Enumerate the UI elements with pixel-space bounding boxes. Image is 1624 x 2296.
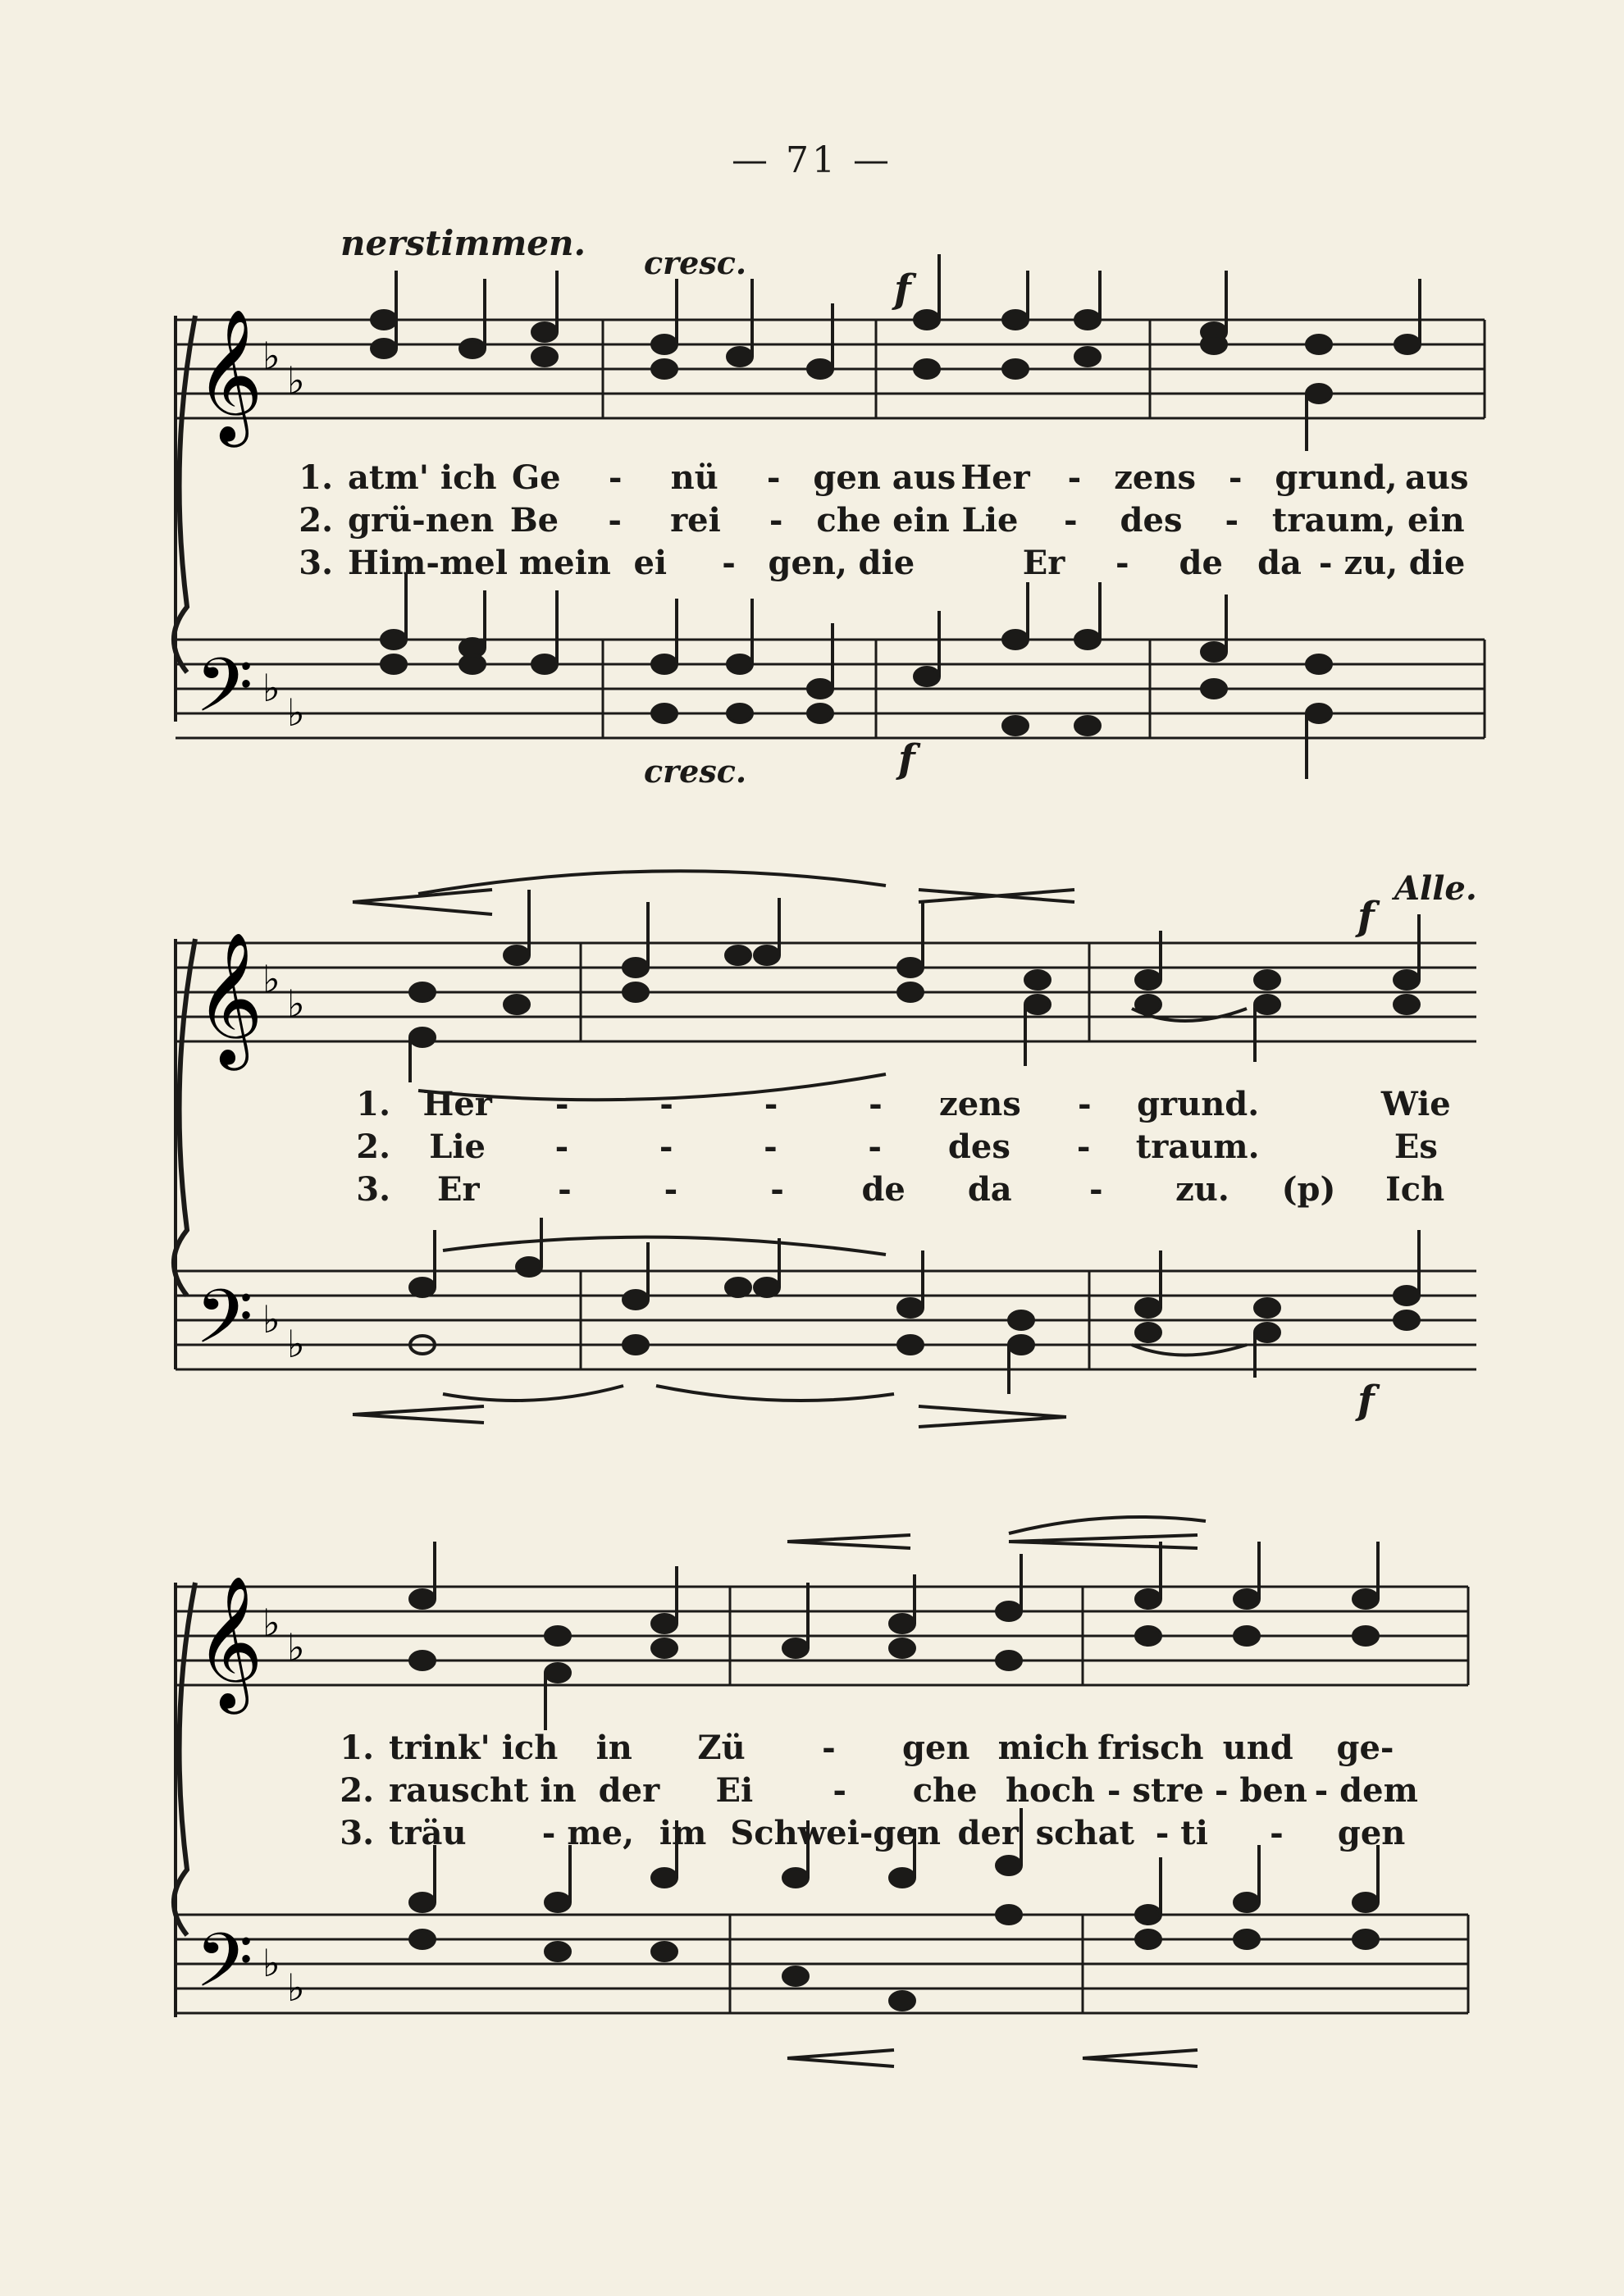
syllable: Ge [511,458,561,497]
syllable: da [967,1169,1012,1209]
svg-text:♭: ♭ [287,690,305,735]
syllable: - [659,1084,673,1123]
syllable: - [1270,1813,1284,1852]
syllable: zu. [1175,1169,1229,1209]
syllable: traum, [1271,500,1396,540]
syllable: - [1067,458,1082,497]
syllable: - zu, [1318,543,1398,582]
syllable: Es [1394,1127,1438,1166]
syllable: die [1408,543,1466,582]
syllable: gen, [768,543,847,582]
syllable: aus [1404,458,1469,497]
syllable: - [554,1127,569,1166]
syllable: - ti [1155,1813,1208,1852]
syllable: träu [389,1813,467,1852]
syllable: de [861,1169,906,1209]
syllable: che [912,1770,978,1810]
svg-text:♭: ♭ [287,982,305,1026]
forte-marking-top: f [1357,894,1375,940]
svg-text:♭: ♭ [262,1601,281,1645]
syllable: - [833,1770,847,1810]
syllable: Schwei-gen [730,1813,941,1852]
syllable: Him-mel mein [348,543,611,582]
verse-number: 3. [299,543,333,582]
lyric-verse-3 [320,1811,1419,1854]
svg-text:♭: ♭ [262,957,281,1001]
cresc-marking-top: cresc. [644,244,747,281]
syllable: Er [437,1169,480,1209]
svg-text:♭: ♭ [287,1966,305,2010]
syllable: grund, [1275,458,1398,497]
alle-label: Alle. [1394,869,1477,908]
syllable: der [598,1770,660,1810]
syllable: - [766,458,781,497]
syllable: - [664,1169,678,1209]
syllable: zens [1114,458,1196,497]
forte-marking-bottom: f [898,736,915,782]
syllable: - stre [1106,1770,1204,1810]
syllable: - [558,1169,572,1209]
forte-marking-top: f [894,266,911,312]
syllable: (p) [1281,1169,1336,1209]
syllable: des [947,1127,1010,1166]
syllable: - [722,543,736,582]
svg-text:𝄞: 𝄞 [195,932,263,1065]
syllable: mich [997,1728,1089,1767]
syllable: im [659,1813,707,1852]
syllable: - [770,1169,784,1209]
syllable: hoch [1005,1770,1096,1810]
verse-number: 2. [356,1127,390,1166]
syllable: che ein [816,500,950,540]
syllable: Ei [715,1770,754,1810]
svg-text:♭: ♭ [287,358,305,403]
svg-text:♭: ♭ [262,334,281,378]
syllable: die [858,543,915,582]
syllable: gen [901,1728,970,1767]
syllable: grund. [1137,1084,1260,1123]
syllable: Lie [429,1127,486,1166]
syllable: - dem [1314,1770,1418,1810]
syllable: - [868,1127,882,1166]
verse-number: 3. [356,1169,390,1209]
syllable: grü-nen [348,500,495,540]
verse-number: 1. [356,1084,390,1123]
svg-text:♭: ♭ [262,666,281,710]
syllable: - [822,1728,836,1767]
syllable: der [957,1813,1020,1852]
syllable: - [608,458,623,497]
syllable: - [554,1084,569,1123]
syllable: - [1228,458,1243,497]
syllable: traum. [1135,1127,1260,1166]
syllable: - me, [541,1813,635,1852]
syllable: - [764,1127,778,1166]
nerstimmen-label: nerstimmen. [340,223,586,263]
syllable: - [769,500,783,540]
syllable: rauscht in [389,1770,577,1810]
svg-text:𝄢: 𝄢 [195,1273,253,1378]
syllable: Her [422,1084,492,1123]
lyric-verse-2 [320,1769,1419,1811]
syllable: - [869,1084,883,1123]
syllable: des [1120,500,1183,540]
svg-text:𝄞: 𝄞 [195,308,263,442]
svg-text:𝄞: 𝄞 [195,1575,263,1709]
syllable: schat [1035,1813,1134,1852]
syllable: - [1225,500,1239,540]
verse-number: 1. [299,458,333,497]
svg-text:♭: ♭ [287,1625,305,1670]
lyric-verse-1 [320,1726,1419,1769]
syllable: gen [1337,1813,1406,1852]
verse-number: 2. [340,1770,374,1810]
page-number: — 71 — [732,139,892,181]
svg-text:♭: ♭ [287,1322,305,1366]
syllable: frisch [1097,1728,1204,1767]
svg-text:𝄢: 𝄢 [195,642,253,747]
syllable: Zü [697,1728,746,1767]
syllable: rei [670,500,721,540]
syllable: Wie [1380,1084,1451,1123]
svg-text:♭: ♭ [262,1297,281,1342]
syllable: in [595,1728,632,1767]
syllable: - [659,1127,673,1166]
syllable: - [1115,543,1129,582]
verse-number: 1. [340,1728,374,1767]
syllable: Lie [961,500,1019,540]
svg-text:♭: ♭ [262,1941,281,1985]
syllable: - ben [1214,1770,1307,1810]
syllable: ein [1407,500,1465,540]
syllable: Her [960,458,1030,497]
syllable: - [608,500,623,540]
syllable: Ich [1385,1169,1445,1209]
syllable: de [1179,543,1223,582]
syllable: - [1063,500,1078,540]
syllable: trink' ich [389,1728,559,1767]
syllable: - [1078,1084,1092,1123]
syllable: - [764,1084,778,1123]
syllable: da [1257,543,1302,582]
svg-text:𝄢: 𝄢 [195,1917,253,2022]
cresc-marking-bottom: cresc. [644,753,747,790]
forte-marking-bottom: f [1357,1378,1375,1424]
syllable: zens [939,1084,1021,1123]
syllable: Be [509,500,559,540]
syllable: atm' ich [348,458,497,497]
syllable: - [1089,1169,1103,1209]
lyrics-system-3 [320,1726,1419,1854]
syllable: - [1076,1127,1091,1166]
verse-number: 3. [340,1813,374,1852]
syllable: gen aus [813,458,956,497]
syllable: ge- [1336,1728,1394,1767]
verse-number: 2. [299,500,333,540]
syllable: Er [1022,543,1065,582]
syllable: nü [670,458,718,497]
syllable: und [1222,1728,1293,1767]
syllable: ei [633,543,668,582]
